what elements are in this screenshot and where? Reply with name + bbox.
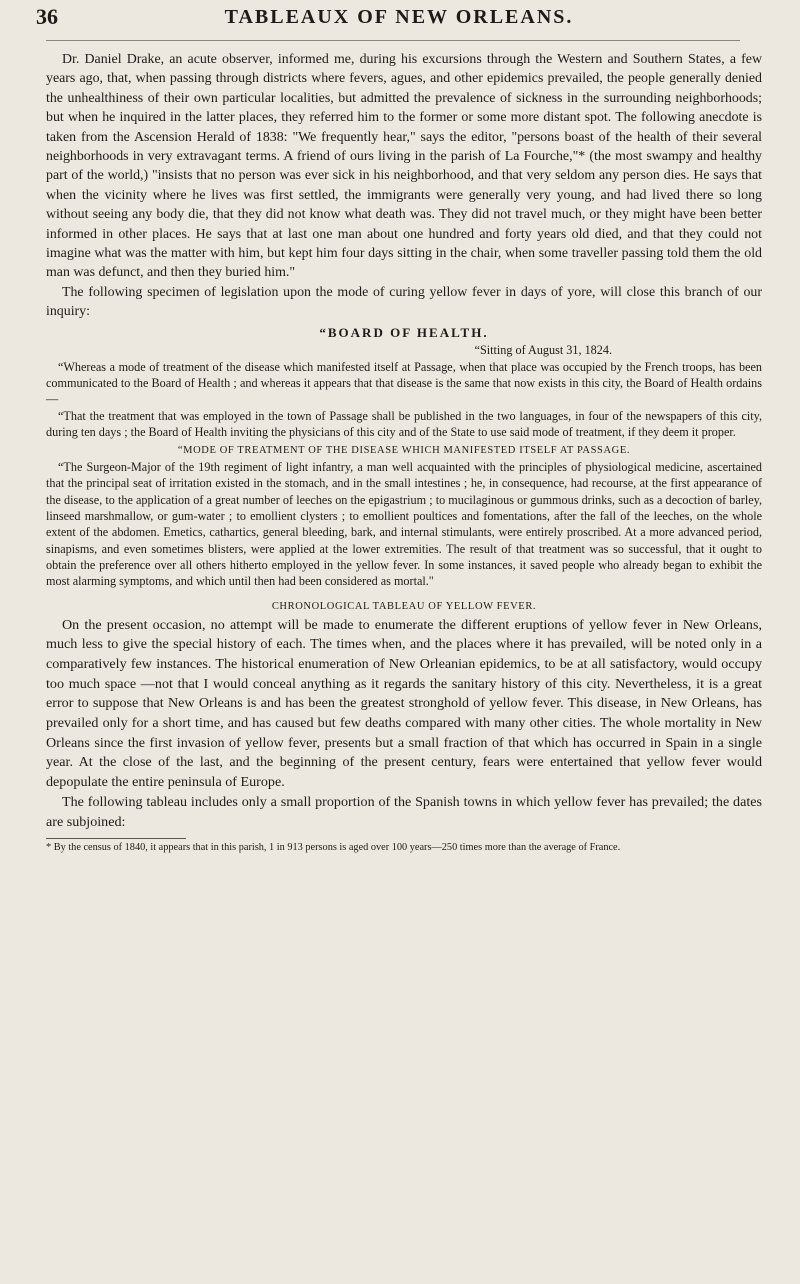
legislation-paragraph: The following specimen of legislation upon the mode of curing yellow fever in days of yore, will close this branch of our inquiry: [46,284,762,320]
footnote-rule [46,838,186,839]
intro-paragraph: Dr. Daniel Drake, an acute observer, informed me, during his excursions through the Western and Southern States, a few years ago, that, when passing through districts where fevers, agues, and other epidemics prevailed, the people generally denied the unhealthiness of their own particular localities, but admitted the prevalence of sickness in the surrounding neighborhoods; but when he inquired in the latter places, they referred him to the former or some more distant spot. The following anecdote is taken from the Ascension Herald of 1838: "We frequently hear," says the editor, "persons boast of the health of their several neighborhoods in very extravagant terms. A friend of ours living in the parish of La Fourche,"* (the most swampy and healthy part of the world,) "insists that no person was ever sick in his neighborhood, and that very seldom any person dies. He says that when the vicinity where he lives was first settled, the immigrants were generally very young, and had lived there so long without seeing any body die, that they did not know what death was. They did not travel much, or they might have been better informed in other places. He says that at last one man about one hundred and forty years old died, and that they could not imagine what was the matter with him, but kept him four days sitting in the chair, when some traveller passing told them the old man was defunct, and then they buried him." [46,52,762,281]
running-title: TABLEAUX OF NEW ORLEANS. [224,6,574,28]
mode-of-treatment-paragraph: “The Surgeon-Major of the 19th regiment of light infantry, a man well acquainted with the principles of physiological medicine, ascertained that the principal seat of irritation existed in the stomach, and in the small intestines ; he, in consequence, had recourse, at the first appearance of the disease, to the application of a great number of leeches on the epigastrium ; to mucilaginous or gummous drinks, such as a decoction of barley, linseed marshmallow, or gum-water ; to emollient clysters ; to emollient poultices and fomentations, after the fall of the leeches, on the whole extent of the abdomen. Emetics, cathartics, general bleeding, bark, and internal stimulants, were entirely proscribed. At a more advanced period, sinapisms, and even sometimes blisters, were applied at the lower extremities. The result of that treatment was so successful, that it ought to obtain the preference over all others hitherto employed in the yellow fever. In some instances, it saved people who already began to exhibit the most alarming symptoms, and which until then had been considered as mortal." [46,460,762,589]
whereas-paragraph: “Whereas a mode of treatment of the disease which manifested itself at Passage, when that place was occupied by the French troops, has been communicated to the Board of Health ; and whereas it appears that that disease is the same that now exists in this city, the Board of Health ordains— [46,359,762,407]
tableau-intro-paragraph: The following tableau includes only a small proportion of the Spanish towns in which yellow fever has prevailed; the dates are subjoined: [46,793,762,830]
page-header [36,4,762,34]
page-number: 36 [36,4,58,29]
chronological-paragraph: On the present occasion, no attempt will be made to enumerate the different eruptions of yellow fever in New Orleans, much less to give the special history of each. The times when, and the places where it has prevailed, will be noted only in a comparatively few instances. The historical enumeration of New Orleanian epidemics, to be at all satisfactory, would occupy too much space —not that I would conceal anything as it regards the sanitary history of this city. Nevertheless, it is a great error to suppose that New Orleans is and has been the greatest stronghold of yellow fever. This disease, in New Orleans, has prevailed only for a short time, and has caused but few deaths compared with many other cities. The whole mortality in New Orleans since the first invasion of yellow fever, presents but a small fraction of that which has occurred in Spain in a single year. At the close of the last, and the beginning of the present century, fears were entertained that yellow fever would depopulate the entire peninsula of Europe. [46,616,762,791]
ordinance-paragraph: “That the treatment that was employed in the town of Passage shall be published in the two languages, in four of the newspapers of this city, during ten days ; the Board of Health inviting the physicians of this city and of the State to use said mode of treatment, if they deem it proper. [46,408,762,439]
chronological-section [46,616,762,833]
footnote: * By the census of 1840, it appears that in this parish, 1 in 913 persons is aged over 100 years—250 times more than the average of France. [46,842,621,854]
board-of-health-title: “BOARD OF HEALTH. [319,324,489,340]
sitting-dateline: “Sitting of August 31, 1824. [474,342,612,357]
page-body [46,50,762,855]
header-rule [46,40,740,41]
mode-of-treatment-heading: “MODE OF TREATMENT OF THE DISEASE WHICH MANIFESTED ITSELF AT PASSAGE. [177,445,631,457]
chronological-tableau-heading: CHRONOLOGICAL TABLEAU OF YELLOW FEVER. [271,600,537,612]
